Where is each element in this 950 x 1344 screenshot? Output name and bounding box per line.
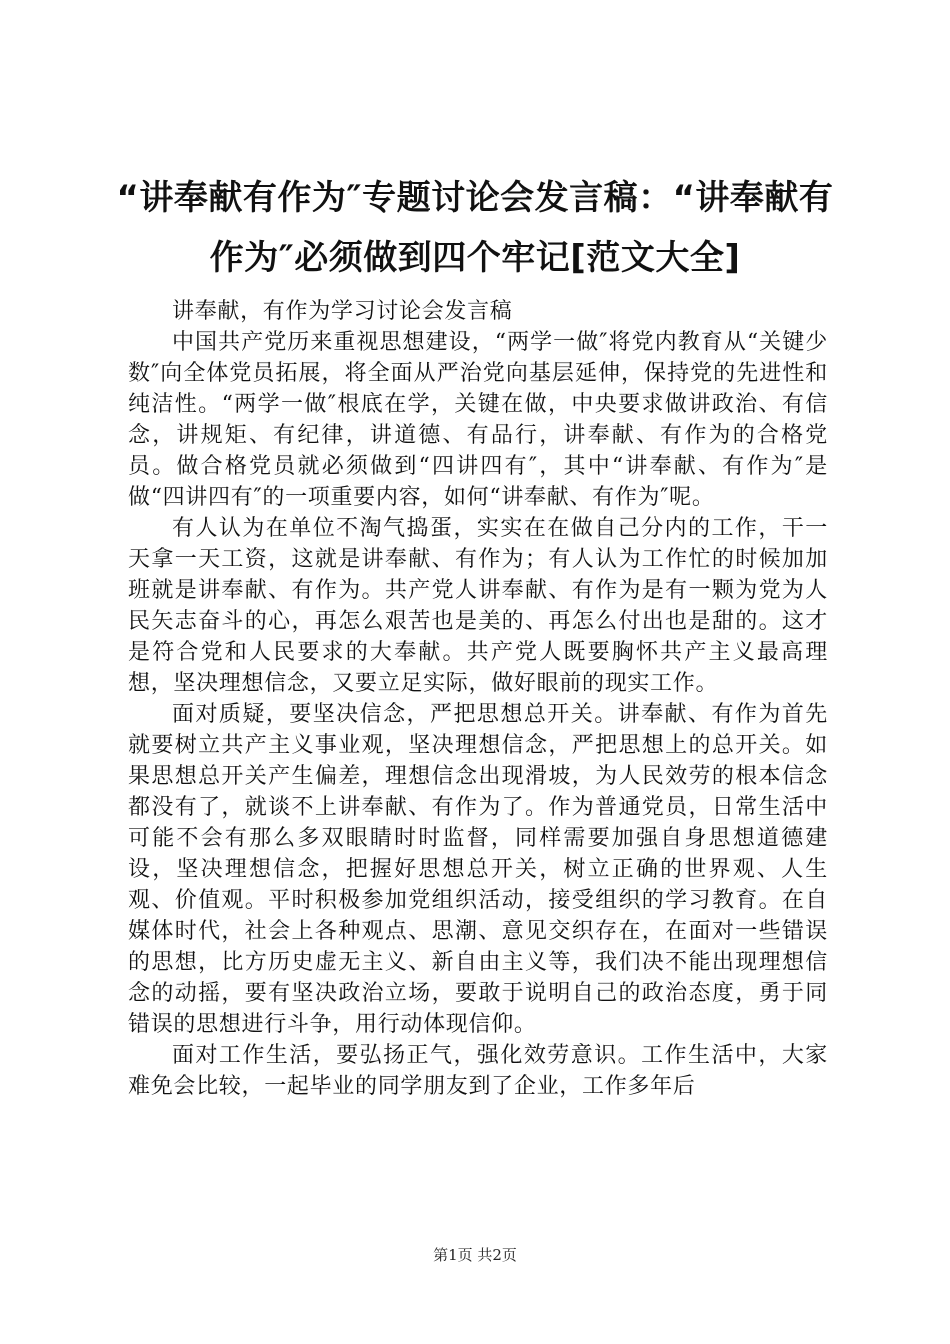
document-title: “讲奉献有作为″专题讨论会发言稿：“讲奉献有作为″必须做到四个牢记[范文大全] bbox=[116, 178, 834, 278]
body-paragraph: 有人认为在单位不淘气捣蛋，实实在在做自己分内的工作，干一天拿一天工资，这就是讲奉献、有作为；有人认为工作忙的时候加加班就是讲奉献、有作为。共产党人讲奉献、有作为是有一颗为党为人民矢志奋斗的心，再怎么艰苦也是美的、再怎么付出也是甜的。这才是符合党和人民要求的大奉献。共产党人既要胸怀共产主义最高理想，坚决理想信念，又要立足实际，做好眼前的现实工作。 bbox=[128, 516, 828, 696]
body-paragraph: 中国共产党历来重视思想建设，“两学一做″将党内教育从“关键少数″向全体党员拓展，将全面从严治党向基层延伸，保持党的先进性和纯洁性。“两学一做″根底在学，关键在做，中央要求做讲政治、有信念，讲规矩、有纪律，讲道德、有品行，讲奉献、有作为的合格党员。做合格党员就必须做到“四讲四有″，其中“讲奉献、有作为″是做“四讲四有″的一项重要内容，如何“讲奉献、有作为″呢。 bbox=[128, 330, 828, 510]
subtitle-paragraph: 讲奉献，有作为学习讨论会发言稿 bbox=[172, 299, 513, 324]
page-number-footer: 第1页 共2页 bbox=[433, 1246, 517, 1264]
body-paragraph: 面对质疑，要坚决信念，严把思想总开关。讲奉献、有作为首先就要树立共产主义事业观，坚决理想信念，严把思想上的总开关。如果思想总开关产生偏差，理想信念出现滑坡，为人民效劳的根本信念都没有了，就谈不上讲奉献、有作为了。作为普通党员，日常生活中可能不会有那么多双眼睛时时监督，同样需要加强自身思想道德建设，坚决理想信念，把握好思想总开关，树立正确的世界观、人生观、价值观。平时积极参加党组织活动，接受组织的学习教育。在自媒体时代，社会上各种观点、思潮、意见交织存在，在面对一些错误的思想，比方历史虚无主义、新自由主义等，我们决不能出现理想信念的动摇，要有坚决政治立场，要敢于说明自己的政治态度，勇于同错误的思想进行斗争，用行动体现信仰。 bbox=[128, 702, 828, 1037]
body-paragraph: 面对工作生活，要弘扬正气，强化效劳意识。工作生活中，大家难免会比较，一起毕业的同学朋友到了企业，工作多年后 bbox=[128, 1043, 828, 1099]
document-body bbox=[128, 296, 828, 1102]
